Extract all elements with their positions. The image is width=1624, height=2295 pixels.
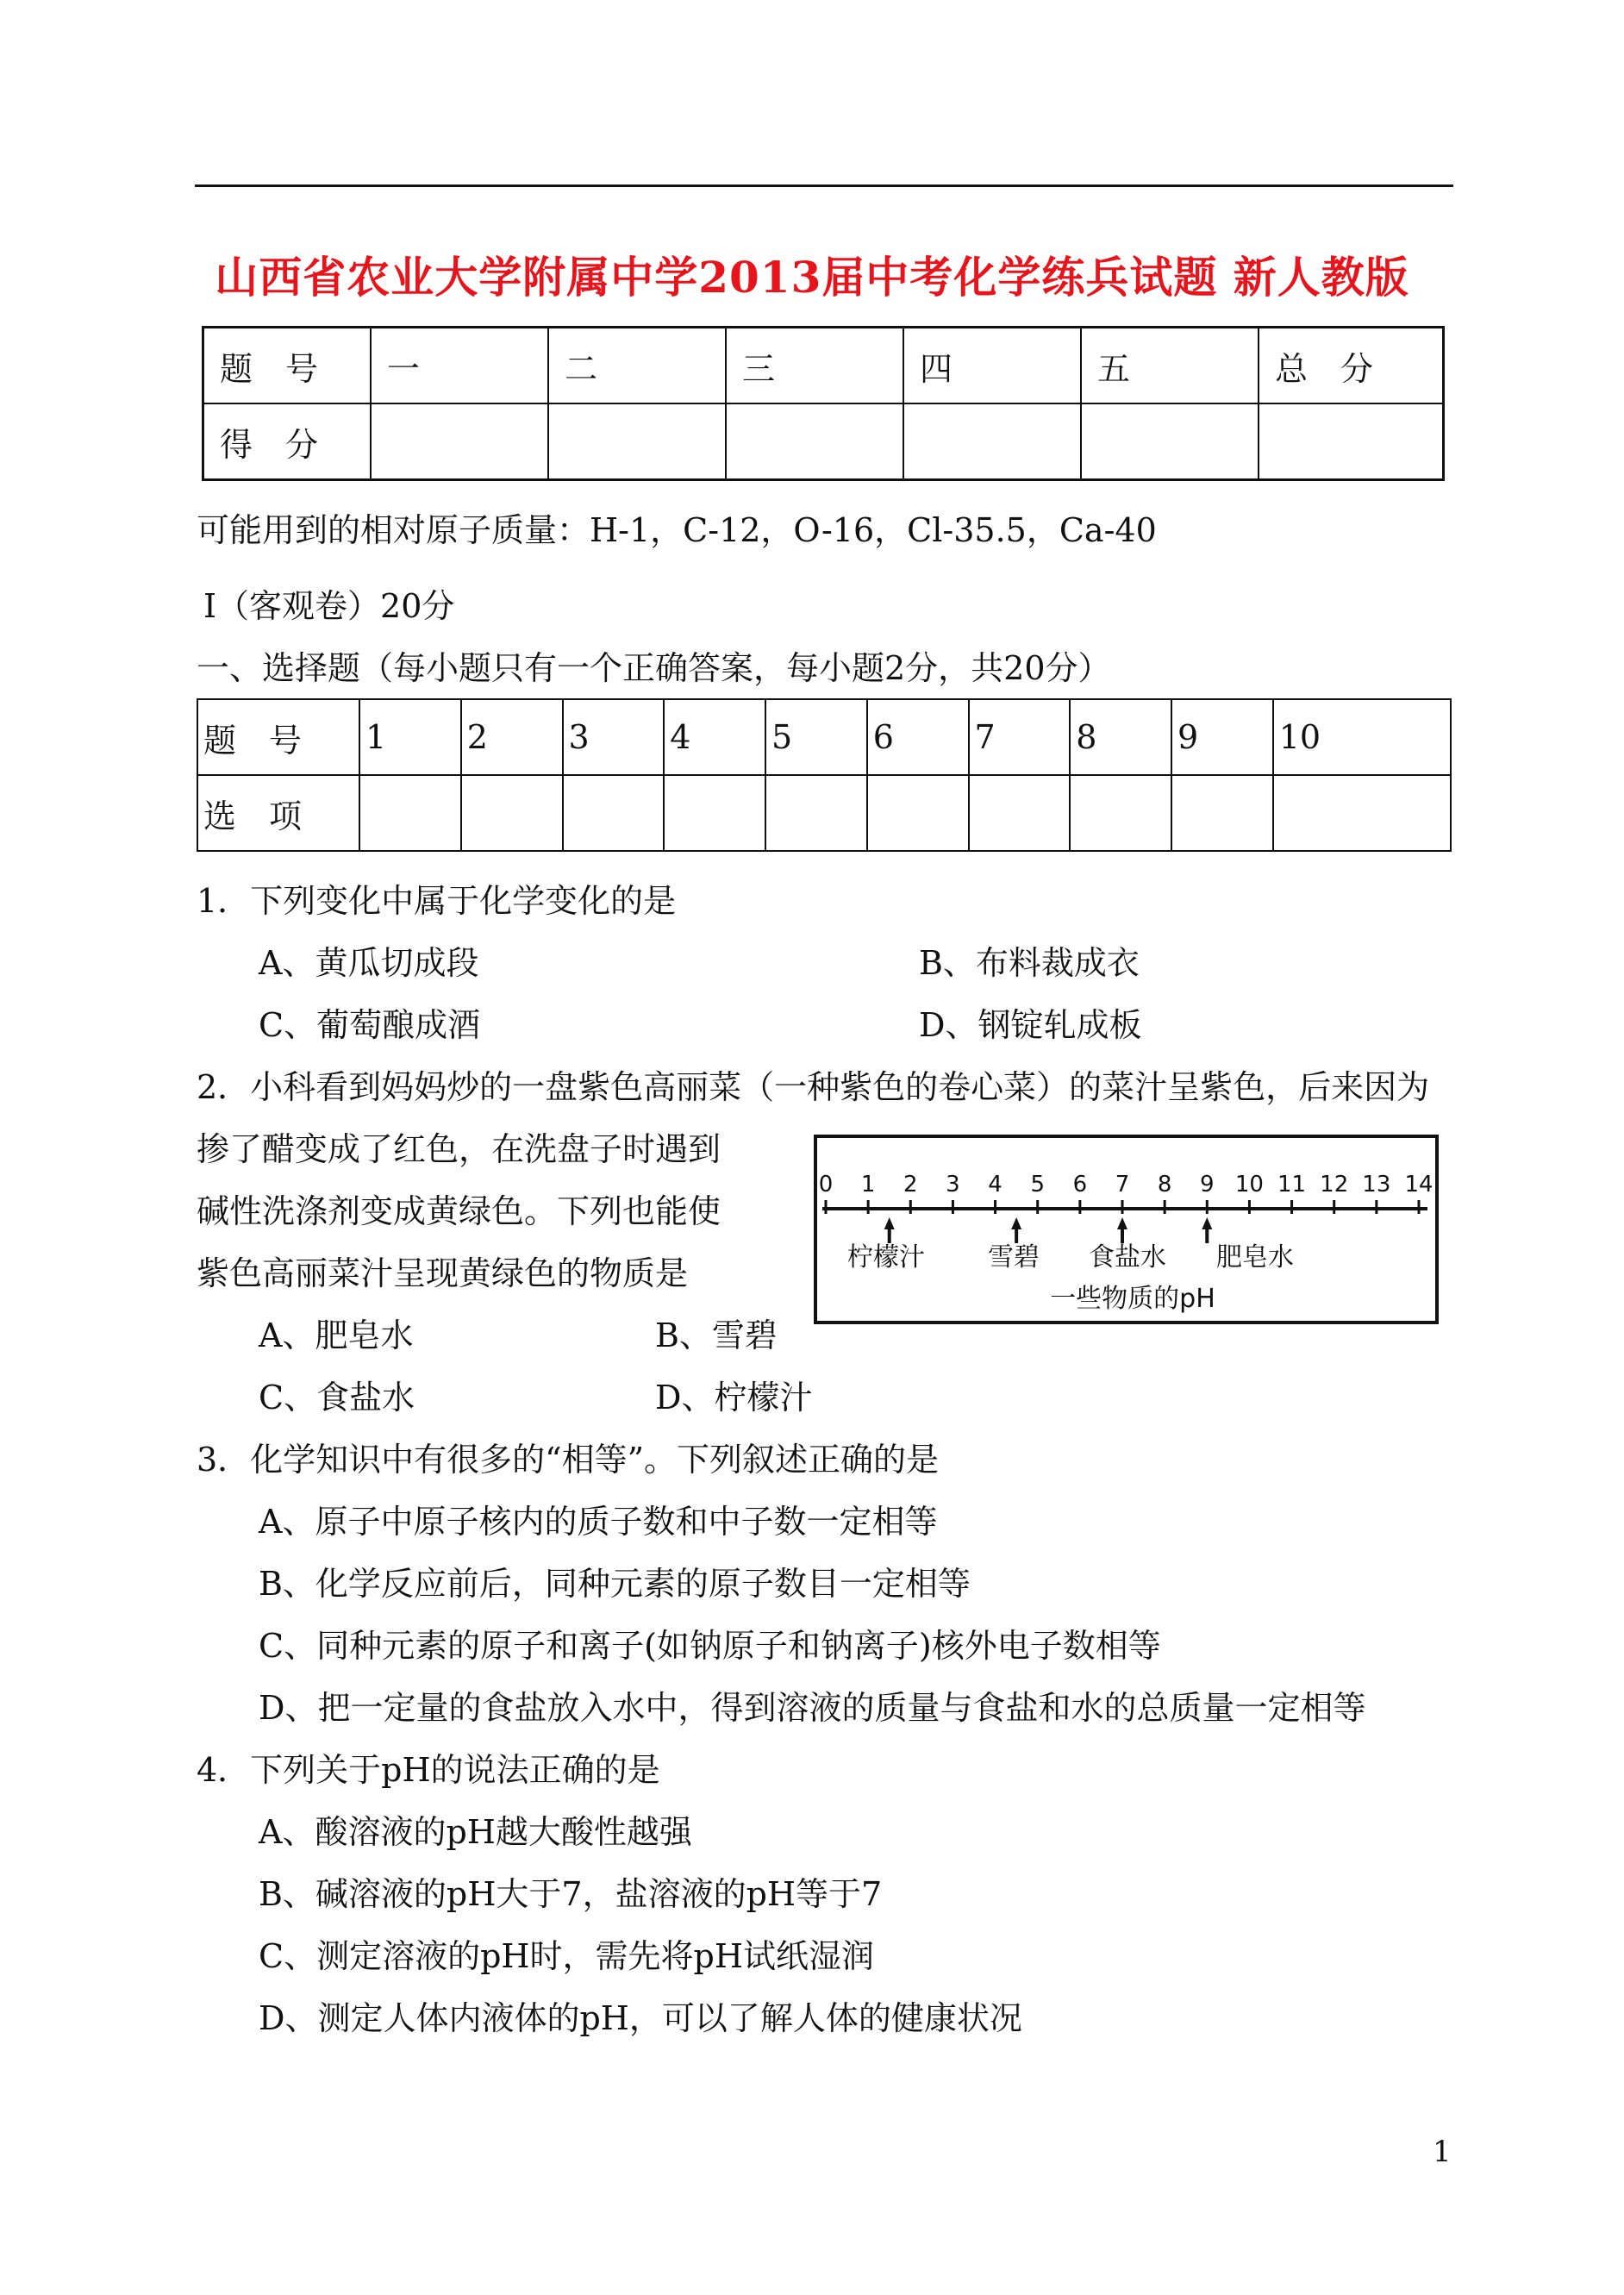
ph-tick-label: 0 — [818, 1172, 834, 1198]
ph-substance-arrow — [884, 1217, 895, 1243]
part-heading: 一、选择题（每小题只有一个正确答案，每小题2分，共20分） — [197, 649, 1111, 687]
answer-number: 8 — [1070, 699, 1171, 775]
q1-stem: 1．下列变化中属于化学变化的是 — [197, 882, 677, 920]
answer-number: 5 — [765, 699, 867, 775]
ph-substance-arrow — [1202, 1217, 1212, 1243]
q2-stem-line4: 紫色高丽菜汁呈现黄绿色的物质是 — [197, 1254, 689, 1292]
q3-option-d: D、把一定量的食盐放入水中，得到溶液的质量与食盐和水的总质量一定相等 — [259, 1689, 1366, 1727]
answer-header-label: 题 号 — [197, 699, 359, 775]
answer-number: 6 — [867, 699, 969, 775]
answer-number: 3 — [563, 699, 665, 775]
answer-cell[interactable] — [1273, 775, 1451, 851]
answer-cell[interactable] — [1070, 775, 1171, 851]
ph-substance-arrow — [1117, 1217, 1127, 1243]
q4-option-c: C、测定溶液的pH时，需先将pH试纸湿润 — [259, 1937, 875, 1975]
answer-cell[interactable] — [765, 775, 867, 851]
ph-tick-label: 9 — [1200, 1172, 1215, 1198]
ph-tick-label: 8 — [1157, 1172, 1172, 1198]
ph-tick-label: 1 — [860, 1172, 876, 1198]
atomic-masses: 可能用到的相对原子质量：H-1，C-12，O-16，Cl-35.5，Ca-40 — [197, 511, 1157, 549]
ph-scale-svg — [817, 1138, 1435, 1321]
score-cell[interactable] — [903, 403, 1081, 480]
q2-stem-line1: 2．小科看到妈妈炒的一盘紫色高丽菜（一种紫色的卷心菜）的菜汁呈紫色，后来因为 — [197, 1068, 1430, 1106]
q2-option-b: B、雪碧 — [655, 1316, 778, 1354]
q3-option-a: A、原子中原子核内的质子数和中子数一定相等 — [259, 1503, 938, 1541]
answer-number: 1 — [359, 699, 461, 775]
q3-stem: 3．化学知识中有很多的“相等”。下列叙述正确的是 — [197, 1441, 940, 1479]
q2-option-a: A、肥皂水 — [259, 1316, 414, 1354]
ph-tick-label: 10 — [1234, 1172, 1264, 1198]
score-cell[interactable] — [371, 403, 548, 480]
ph-scale-figure — [814, 1135, 1439, 1324]
ph-substance-label: 肥皂水 — [1216, 1242, 1294, 1273]
ph-tick-label: 2 — [903, 1172, 918, 1198]
q1-option-a: A、黄瓜切成段 — [259, 944, 479, 982]
score-col-total: 总 分 — [1259, 328, 1444, 404]
answer-number: 2 — [461, 699, 563, 775]
score-col-1: 一 — [371, 328, 548, 404]
score-cell[interactable] — [548, 403, 726, 480]
answer-cell[interactable] — [359, 775, 461, 851]
score-col-5: 五 — [1081, 328, 1259, 404]
ph-tick-label: 14 — [1404, 1172, 1433, 1198]
q1-option-d: D、钢锭轧成板 — [919, 1006, 1142, 1044]
q3-option-b: B、化学反应前后，同种元素的原子数目一定相等 — [259, 1565, 971, 1603]
answer-cell[interactable] — [563, 775, 665, 851]
ph-tick-label: 5 — [1030, 1172, 1045, 1198]
ph-substance-arrow — [1011, 1217, 1021, 1243]
ph-tick-label: 6 — [1072, 1172, 1088, 1198]
score-cell[interactable] — [726, 403, 903, 480]
q2-option-d: D、柠檬汁 — [655, 1379, 813, 1416]
answer-number: 10 — [1273, 699, 1451, 775]
ph-substance-label: 柠檬汁 — [847, 1242, 925, 1273]
ph-substance-label: 食盐水 — [1089, 1242, 1166, 1273]
q4-option-b: B、碱溶液的pH大于7，盐溶液的pH等于7 — [259, 1875, 883, 1913]
ph-tick-label: 4 — [988, 1172, 1003, 1198]
answer-table — [197, 698, 1452, 852]
ph-tick-label: 11 — [1277, 1172, 1307, 1198]
header-rule — [195, 184, 1453, 187]
answer-cell[interactable] — [1171, 775, 1273, 851]
score-col-4: 四 — [903, 328, 1081, 404]
ph-tick-label: 13 — [1362, 1172, 1391, 1198]
answer-number: 9 — [1171, 699, 1273, 775]
answer-number: 4 — [664, 699, 765, 775]
score-header-label: 题 号 — [203, 328, 372, 404]
q4-stem: 4．下列关于pH的说法正确的是 — [197, 1751, 660, 1789]
score-cell[interactable] — [1081, 403, 1259, 480]
q2-stem-line2: 掺了醋变成了红色，在洗盘子时遇到 — [197, 1130, 721, 1168]
ph-tick-label: 3 — [946, 1172, 960, 1198]
ph-tick-label: 12 — [1320, 1172, 1349, 1198]
q1-option-b: B、布料裁成衣 — [919, 944, 1140, 982]
score-cell[interactable] — [1259, 403, 1444, 480]
ph-tick-label: 7 — [1115, 1172, 1130, 1198]
score-row-label: 得 分 — [203, 403, 372, 480]
score-col-3: 三 — [726, 328, 903, 404]
answer-cell[interactable] — [867, 775, 969, 851]
section-heading: Ⅰ（客观卷）20分 — [203, 587, 455, 625]
q1-option-c: C、葡萄酿成酒 — [259, 1006, 481, 1044]
score-table — [202, 326, 1445, 481]
q3-option-c: C、同种元素的原子和离子(如钠原子和钠离子)核外电子数相等 — [259, 1627, 1161, 1665]
answer-cell[interactable] — [969, 775, 1071, 851]
ph-caption: 一些物质的pH — [1050, 1284, 1215, 1314]
answer-cell[interactable] — [461, 775, 563, 851]
q4-option-a: A、酸溶液的pH越大酸性越强 — [259, 1813, 692, 1851]
exam-title: 山西省农业大学附属中学2013届中考化学练兵试题 新人教版 — [215, 252, 1409, 303]
q2-stem-line3: 碱性洗涤剂变成黄绿色。下列也能使 — [197, 1192, 721, 1230]
ph-substance-label: 雪碧 — [988, 1242, 1040, 1273]
q4-option-d: D、测定人体内液体的pH，可以了解人体的健康状况 — [259, 1999, 1022, 2037]
page-number: 1 — [1433, 2135, 1452, 2169]
q2-option-c: C、食盐水 — [259, 1379, 415, 1416]
answer-number: 7 — [969, 699, 1071, 775]
answer-cell[interactable] — [664, 775, 765, 851]
score-col-2: 二 — [548, 328, 726, 404]
answer-row-label: 选 项 — [197, 775, 359, 851]
